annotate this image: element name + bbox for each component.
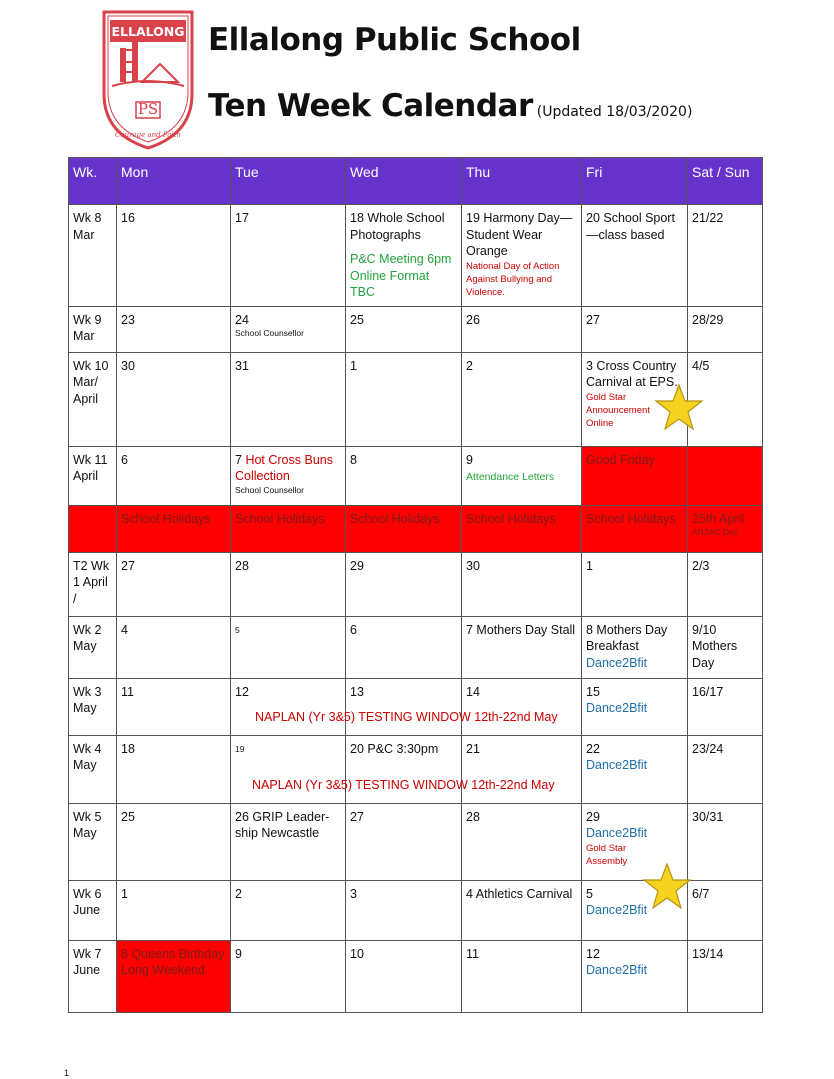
header-week: Wk. xyxy=(69,158,117,205)
header-fri: Fri xyxy=(582,158,688,205)
day-cell: 26 GRIP Leader-ship Newcastle xyxy=(231,803,346,880)
week-cell: T2 Wk 1 April / xyxy=(69,552,117,616)
dance2bfit-note: Dance2Bfit xyxy=(586,826,648,840)
day-cell: 16 xyxy=(117,205,231,307)
day-cell: 23 xyxy=(117,306,231,352)
header-sat-sun: Sat / Sun xyxy=(688,158,763,205)
day-cell: 19 Harmony Day—Student Wear Orange National Day of Action Against Bullying and Violence. xyxy=(462,205,582,307)
page-number: 1 xyxy=(64,1068,70,1078)
header-tue: Tue xyxy=(231,158,346,205)
day-cell: 24 School Counsellor xyxy=(231,306,346,352)
weekend-cell: 28/29 xyxy=(688,306,763,352)
day-cell: 1 xyxy=(117,880,231,940)
day-cell: 5 Dance2Bfit xyxy=(582,880,688,940)
table-row xyxy=(69,735,763,803)
table-row xyxy=(69,678,763,735)
day-cell: 30 xyxy=(117,352,231,446)
gold-star-icon xyxy=(654,383,704,431)
week-cell: Wk 7 June xyxy=(69,940,117,1012)
updated-date: (Updated 18/03/2020) xyxy=(536,104,693,120)
weekend-cell: 13/14 xyxy=(688,940,763,1012)
day-cell: 28 xyxy=(462,803,582,880)
day-cell: 1 xyxy=(346,352,462,446)
day-cell: 27 xyxy=(346,803,462,880)
table-row xyxy=(69,205,763,307)
day-cell: 1 xyxy=(582,552,688,616)
gold-star-icon xyxy=(642,862,692,910)
holiday-row xyxy=(69,505,763,552)
week-cell: Wk 6 June xyxy=(69,880,117,940)
dance2bfit-note: Dance2Bfit xyxy=(586,701,648,715)
week-cell: Wk 4 May xyxy=(69,735,117,803)
holiday-cell: School Holidays xyxy=(346,505,462,552)
bullying-day-note: National Day of Action Against Bullying and Violence. xyxy=(466,260,560,298)
calendar-title xyxy=(208,88,692,124)
weekend-cell xyxy=(688,446,763,505)
day-cell: 26 xyxy=(462,306,582,352)
day-cell: 18 Whole School Photographs P&C Meeting 6pm Online Format TBC xyxy=(346,205,462,307)
logo-motto: Courage and Faith xyxy=(115,131,181,139)
table-row xyxy=(69,940,763,1012)
week-cell: Wk 2 May xyxy=(69,616,117,678)
attendance-letters-note: Attendance Letters xyxy=(466,471,555,483)
day-cell: 2 xyxy=(231,880,346,940)
table-row xyxy=(69,306,763,352)
day-cell: 5 xyxy=(231,616,346,678)
holiday-cell: School Holidays xyxy=(582,505,688,552)
calendar-title-text: Ten Week Calendar xyxy=(208,88,533,124)
dance2bfit-note: Dance2Bfit xyxy=(586,963,648,977)
day-cell: 14 xyxy=(462,678,582,735)
weekend-cell: 9/10 Mothers Day xyxy=(688,616,763,678)
week-cell: Wk 5 May xyxy=(69,803,117,880)
day-cell: 13 xyxy=(346,678,462,735)
table-row xyxy=(69,446,763,505)
counsellor-note: School Counsellor xyxy=(235,328,304,338)
school-name: Ellalong Public School xyxy=(208,22,581,58)
queens-birthday-cell: 8 Queens Birthday Long Weekend xyxy=(117,940,231,1012)
day-cell: 9 Attendance Letters xyxy=(462,446,582,505)
dance2bfit-note: Dance2Bfit xyxy=(586,903,648,917)
dance2bfit-note: Dance2Bfit xyxy=(586,655,648,670)
gold-star-note: Gold Star Announcement Online xyxy=(586,391,650,429)
table-row xyxy=(69,552,763,616)
day-cell: 25 xyxy=(346,306,462,352)
day-cell: 4 Athletics Carnival xyxy=(462,880,582,940)
week-cell: Wk 11 April xyxy=(69,446,117,505)
counsellor-note: School Counsellor xyxy=(235,484,304,495)
week-cell: Wk 10 Mar/ April xyxy=(69,352,117,446)
holiday-cell: School Holidays xyxy=(117,505,231,552)
day-cell: 9 xyxy=(231,940,346,1012)
day-cell: 12 Dance2Bfit xyxy=(582,940,688,1012)
dance2bfit-note: Dance2Bfit xyxy=(586,758,648,772)
header-wed: Wed xyxy=(346,158,462,205)
hot-cross-buns-note: Hot Cross Buns Collection xyxy=(235,452,333,483)
weekend-cell: 30/31 xyxy=(688,803,763,880)
day-cell: 8 xyxy=(346,446,462,505)
day-cell: 10 xyxy=(346,940,462,1012)
holiday-cell: School Holidays xyxy=(462,505,582,552)
day-cell: 3 xyxy=(346,880,462,940)
header-thu: Thu xyxy=(462,158,582,205)
day-cell: 21 xyxy=(462,735,582,803)
weekend-cell: 16/17 xyxy=(688,678,763,735)
gold-star-assembly-note: Gold Star Assembly xyxy=(586,842,628,867)
weekend-cell: 2/3 xyxy=(688,552,763,616)
day-cell: 8 Mothers Day Breakfast Dance2Bfit xyxy=(582,616,688,678)
day-cell: 29 xyxy=(346,552,462,616)
day-cell: 27 xyxy=(117,552,231,616)
day-cell: 29 Dance2Bfit Gold Star Assembly xyxy=(582,803,688,880)
day-cell: 31 xyxy=(231,352,346,446)
school-crest-logo xyxy=(98,6,198,152)
week-cell: Wk 9 Mar xyxy=(69,306,117,352)
day-cell: 30 xyxy=(462,552,582,616)
holiday-cell: School Holidays xyxy=(231,505,346,552)
week-cell: Wk 3 May xyxy=(69,678,117,735)
good-friday-cell: Good Friday xyxy=(582,446,688,505)
weekend-cell: 21/22 xyxy=(688,205,763,307)
weekend-cell: 4/5 xyxy=(688,352,763,446)
weekend-cell: 6/7 xyxy=(688,880,763,940)
day-cell: 20 School Sport—class based xyxy=(582,205,688,307)
logo-banner: ELLALONG xyxy=(111,24,185,39)
day-cell: 12 xyxy=(231,678,346,735)
week-cell xyxy=(69,505,117,552)
day-cell: 20 P&C 3:30pm xyxy=(346,735,462,803)
table-row xyxy=(69,616,763,678)
logo-initials: PS xyxy=(137,100,159,118)
day-cell: 11 xyxy=(462,940,582,1012)
day-cell: 27 xyxy=(582,306,688,352)
day-cell: 18 xyxy=(117,735,231,803)
day-cell: 6 xyxy=(346,616,462,678)
pc-meeting-note: P&C Meeting 6pm Online Format TBC xyxy=(350,252,452,299)
day-cell: 19 xyxy=(231,735,346,803)
day-cell: 25 xyxy=(117,803,231,880)
day-cell: 15 Dance2Bfit xyxy=(582,678,688,735)
anzac-cell: 25th April ANZAC Day xyxy=(688,505,763,552)
header-mon: Mon xyxy=(117,158,231,205)
week-cell: Wk 8 Mar xyxy=(69,205,117,307)
day-cell: 11 xyxy=(117,678,231,735)
day-cell: 7 Mothers Day Stall xyxy=(462,616,582,678)
day-cell: 6 xyxy=(117,446,231,505)
day-cell: 17 xyxy=(231,205,346,307)
naplan-banner-wk4: NAPLAN (Yr 3&5) TESTING WINDOW 12th-22nd May xyxy=(252,778,555,792)
day-cell: 3 Cross Country Carnival at EPS. Gold Star Announcement Online xyxy=(582,352,688,446)
header-row xyxy=(69,158,763,205)
day-cell: 22 Dance2Bfit xyxy=(582,735,688,803)
day-cell: 4 xyxy=(117,616,231,678)
day-cell: 2 xyxy=(462,352,582,446)
day-cell: 28 xyxy=(231,552,346,616)
weekend-cell: 23/24 xyxy=(688,735,763,803)
naplan-banner-wk3: NAPLAN (Yr 3&5) TESTING WINDOW 12th-22nd May xyxy=(255,710,558,724)
day-cell: 7 Hot Cross Buns Collection School Counsellor xyxy=(231,446,346,505)
